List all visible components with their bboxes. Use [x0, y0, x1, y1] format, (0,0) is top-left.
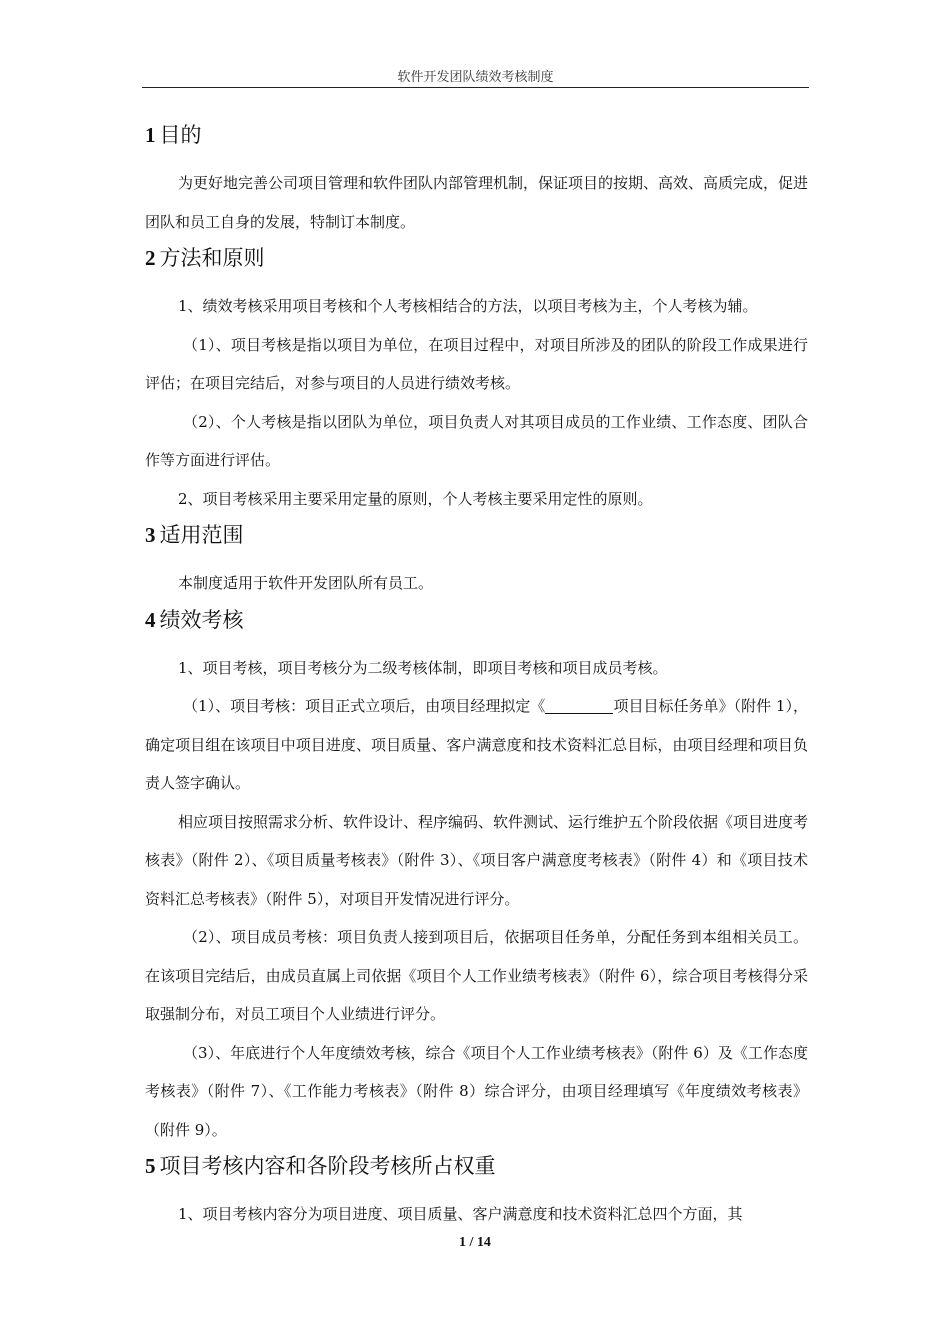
paragraph: （2）、个人考核是指以团队为单位，项目负责人对其项目成员的工作业绩、工作态度、团队合作等方面进行评估。: [145, 412, 808, 469]
paragraph: 1、项目考核内容分为项目进度、项目质量、客户满意度和技术资料汇总四个方面，其: [178, 1205, 743, 1223]
section-number: 4: [145, 607, 156, 632]
section-title: 适用范围: [159, 523, 244, 547]
paragraph-text: （1）、项目考核：项目正式立项后，由项目经理拟定《: [183, 697, 546, 715]
section-number: 2: [145, 246, 156, 270]
section-title: 项目考核内容和各阶段考核所占权重: [159, 1154, 496, 1178]
page-header: 软件开发团队绩效考核制度: [397, 70, 554, 85]
fill-in-blank: [545, 697, 613, 714]
section-title: 绩效考核: [159, 607, 244, 632]
section-heading: [145, 1149, 808, 1183]
paragraph: （2）、项目成员考核：项目负责人接到项目后，依据项目任务单，分配任务到本组相关员工。在该项目完结后，由成员直属上司依据《项目个人工作业绩考核表》（附件 6），综合项目考核得分采取强制分布，对员工项目个人业绩进行评分。: [145, 928, 808, 1023]
section-heading: [145, 241, 808, 275]
paragraph: 1、绩效考核采用项目考核和个人考核相结合的方法，以项目考核为主，个人考核为辅。: [178, 297, 758, 315]
section-title: 方法和原则: [159, 246, 265, 270]
paragraph: 本制度适用于软件开发团队所有员工。: [178, 574, 434, 592]
document-body: [145, 118, 808, 1234]
section-heading: [145, 118, 808, 152]
paragraph: 2、项目考核采用主要采用定量的原则，个人考核主要采用定性的原则。: [178, 489, 653, 508]
page-number: 1 / 14: [459, 1235, 491, 1250]
paragraph: 为更好地完善公司项目管理和软件团队内部管理机制，保证项目的按期、高效、高质完成，促进团队和员工自身的发展，特制订本制度。: [145, 174, 809, 231]
section-number: 5: [145, 1154, 156, 1178]
paragraph: （3）、年底进行个人年度绩效考核，综合《项目个人工作业绩考核表》（附件 6）及《工作态度考核表》（附件 7）、《工作能力考核表》（附件 8）综合评分，由项目经理填写《年度绩效考核表》（附件 9）。: [145, 1043, 808, 1139]
paragraph: 相应项目按照需求分析、软件设计、程序编码、软件测试、运行维护五个阶段依据《项目进度考核表》（附件 2）、《项目质量考核表》（附件 3）、《项目客户满意度考核表》（附件 4）和《项目技术资料汇总考核表》（附件 5），对项目开发情况进行评分。: [145, 812, 809, 908]
header-divider: [142, 87, 809, 88]
section-heading: [145, 603, 808, 637]
section-number: 1: [145, 123, 156, 147]
paragraph: [145, 687, 808, 803]
section-heading: [145, 518, 808, 552]
paragraph: （1）、项目考核是指以项目为单位，在项目过程中，对项目所涉及的团队的阶段工作成果进行评估；在项目完结后，对参与项目的人员进行绩效考核。: [145, 335, 808, 392]
section-title: 目的: [159, 123, 202, 147]
paragraph: 1、项目考核，项目考核分为二级考核体制，即项目考核和项目成员考核。: [178, 658, 668, 677]
section-number: 3: [145, 523, 156, 547]
paragraph-text: 项目目标任务单》（附件 1），确定项目组在该项目中项目进度、项目质量、客户满意度和技术资料汇总目标，由项目经理和项目负责人签字确认。: [145, 697, 808, 792]
